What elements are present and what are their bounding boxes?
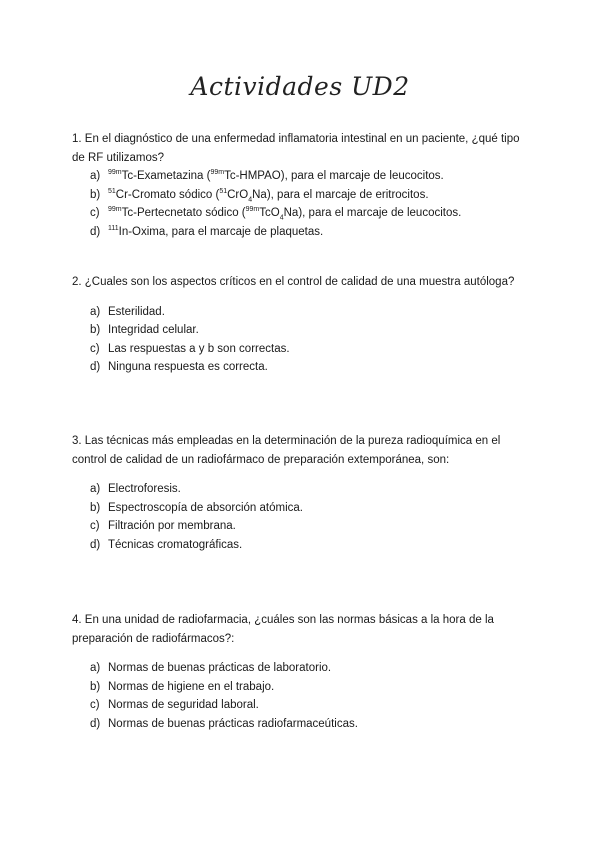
option-d: d) Normas de buenas prácticas radiofarmaceúticas. [90,717,358,730]
option-d: d) Técnicas cromatográficas. [90,538,243,551]
option-c: c) $^{99m}$Tc-Pertecnetato sódico ($^{99m}$TcO$_4$Na), para el marcaje de leucocitos. [90,206,462,222]
question-stem: 2. ¿Cuales son los aspectos críticos en el control de calidad de una muestra autóloga? [72,276,515,288]
option-c: c) Las respuestas a y b son correctas. [90,342,290,355]
option-a: a) Electroforesis. [90,483,181,495]
option-b: b) Integridad celular. [90,324,199,336]
question-stem: 4. En una unidad de radiofarmacia, ¿cuáles son las normas básicas a la hora de la preparación de radiofármacos?: [72,614,494,645]
options-list [72,659,532,733]
option-c: c) Filtración por membrana. [90,520,236,532]
option-d: d) Ninguna respuesta es correcta. [90,361,268,373]
option-a: a) Esterilidad. [90,305,165,318]
option-c: c) Normas de seguridad laboral. [90,699,259,711]
options-list [72,303,532,377]
question-1 [72,130,532,241]
question-2 [72,273,532,377]
question-4 [72,611,532,733]
question-3 [72,432,532,554]
question-stem: 3. Las técnicas más empleadas en la determinación de la pureza radioquímica en el control de calidad de un radiofármaco de preparación extemporánea, son: [72,435,501,466]
option-d: d) $^{111}$In-Oxima, para el marcaje de plaquetas. [90,224,324,238]
option-b: b) $^{51}$Cr-Cromato sódico ($^{51}$CrO$_4$Na), para el marcaje de eritrocitos. [90,187,429,203]
page-title: Actividades UD2 [190,72,410,101]
option-b: b) Espectroscopía de absorción atómica. [90,501,303,514]
options-list [72,167,532,241]
options-list [72,480,532,554]
option-a: a) Normas de buenas prácticas de laboratorio. [90,662,332,674]
question-stem: 1. En el diagnóstico de una enfermedad inflamatoria intestinal en un paciente, ¿qué tipo de RF utilizamos? [72,133,520,164]
option-b: b) Normas de higiene en el trabajo. [90,680,275,693]
option-a: a) $^{99m}$Tc-Exametazina ($^{99m}$Tc-HMPAO), para el marcaje de leucocitos. [90,169,444,182]
